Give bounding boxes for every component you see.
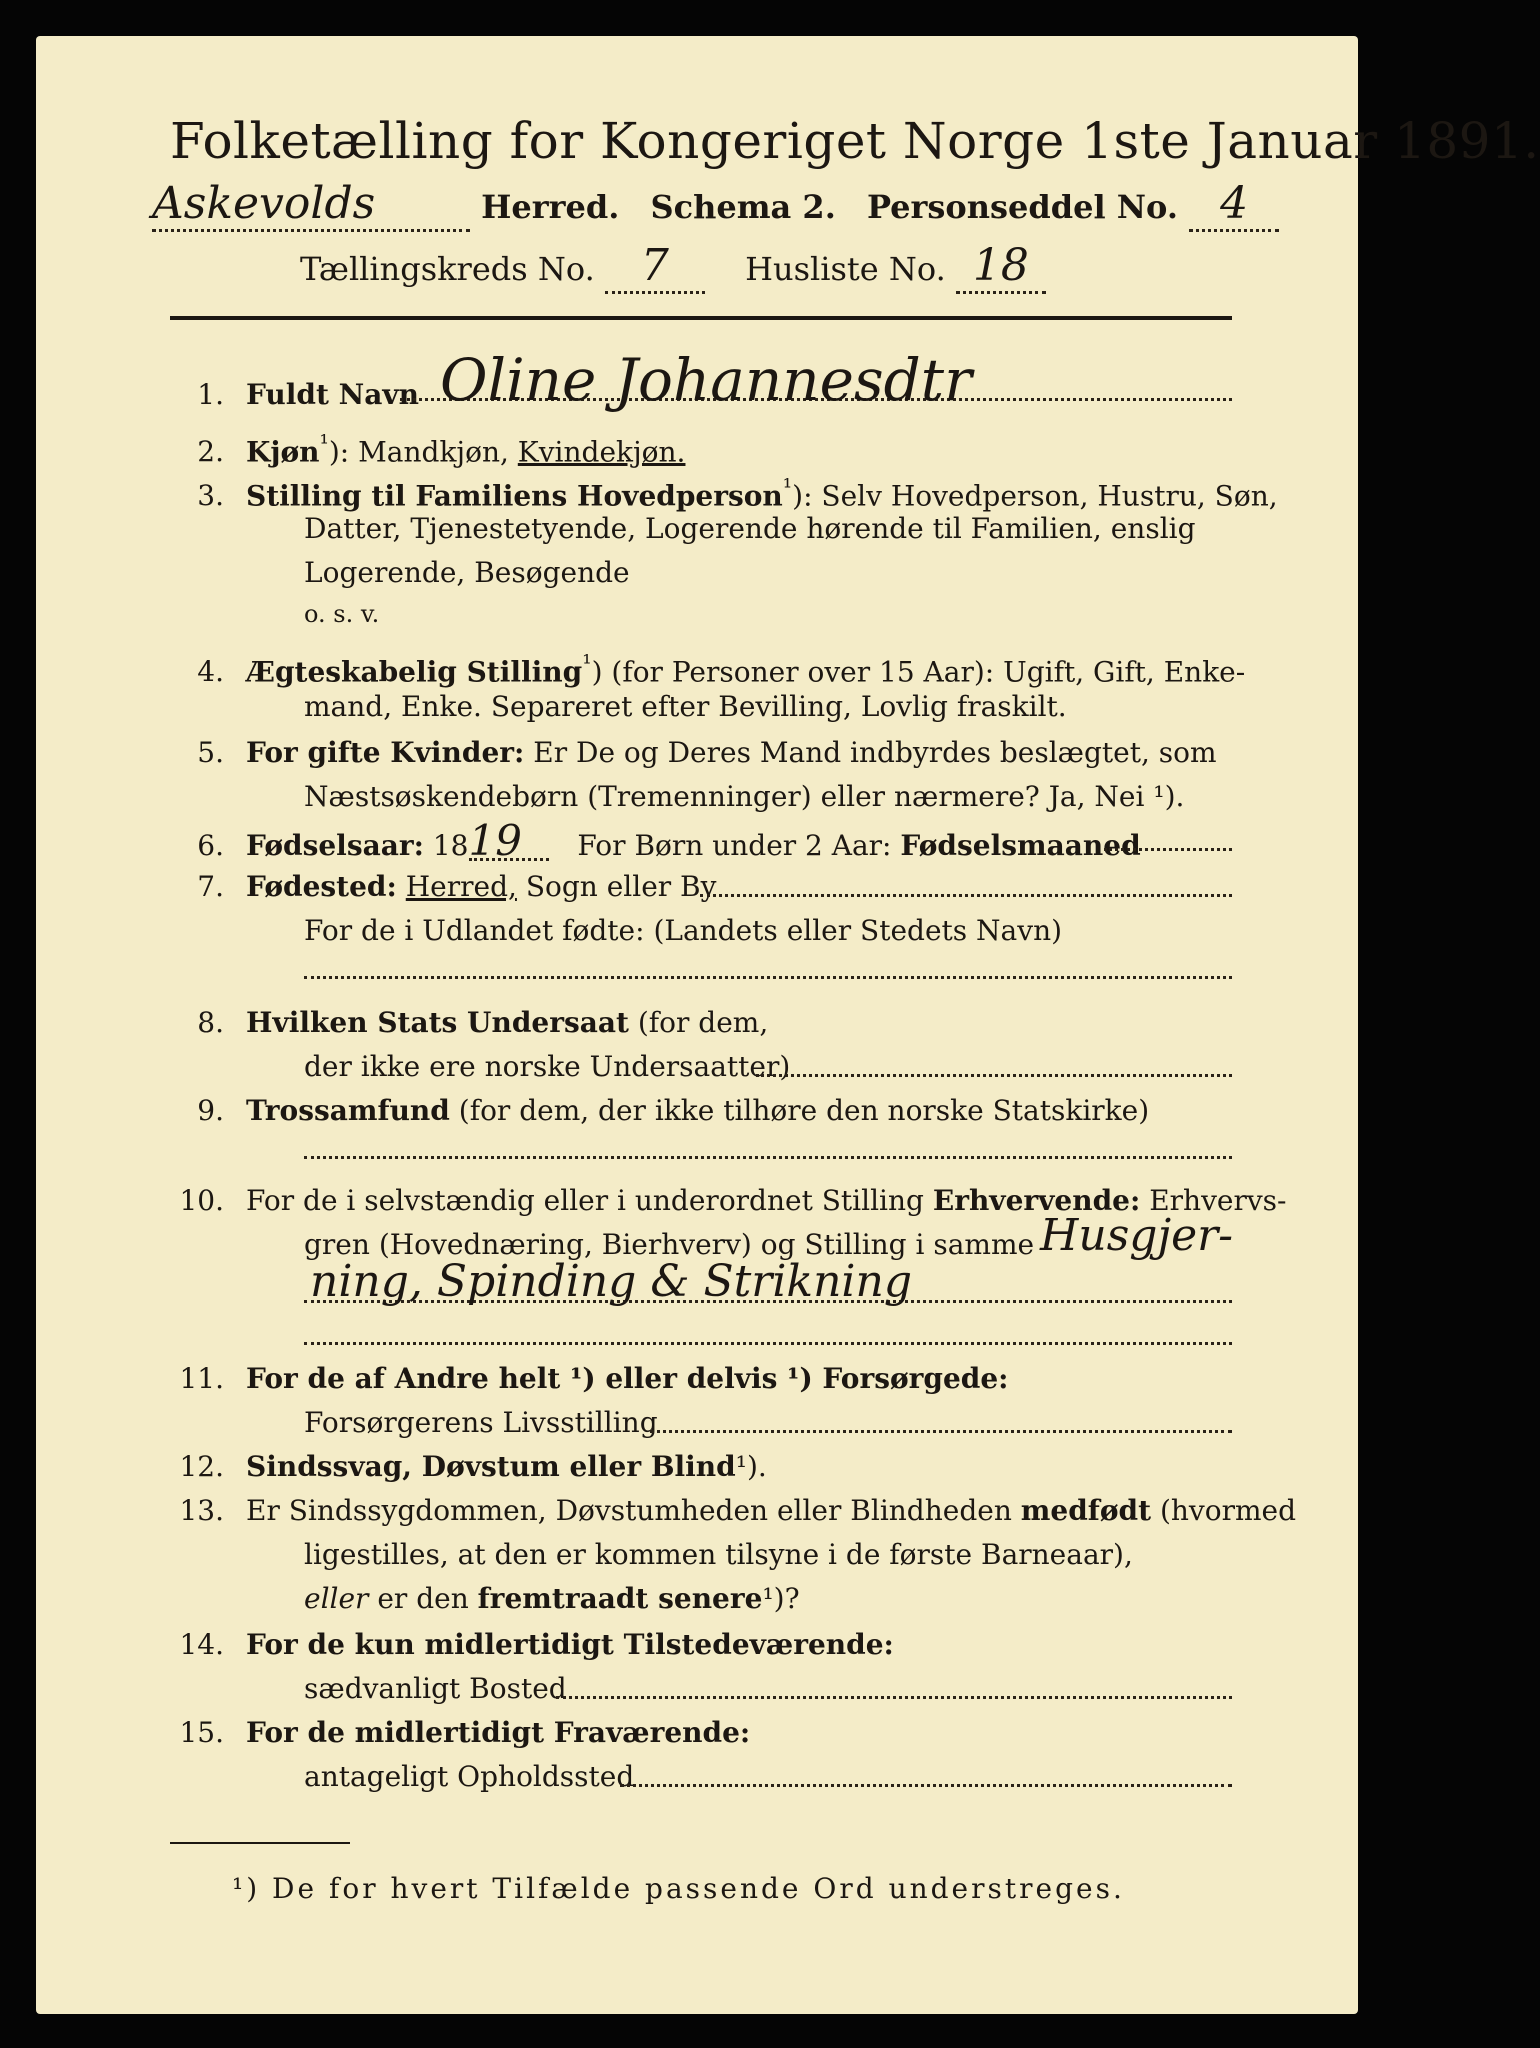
husliste-label: Husliste No. (745, 250, 946, 288)
kreds-value: 7 (605, 240, 705, 294)
item-7 (160, 870, 716, 904)
item-text: ) (for Personer over 15 Aar): Ugift, Gift, Enke- (591, 655, 1246, 689)
underlined-kvindekjon: Kvindekjøn. (517, 435, 686, 469)
item-number: 10. (179, 1184, 224, 1217)
item-label: For de midlertidigt Fraværende: (246, 1716, 751, 1749)
item-3-line-2: Datter, Tjenestetyende, Logerende hørende til Familien, enslig (304, 512, 1196, 545)
item-label: Trossamfund (246, 1094, 450, 1127)
item-label: Erhvervende: (932, 1184, 1141, 1217)
item-number: 3. (197, 479, 224, 513)
item-4-line-2: mand, Enke. Separeret efter Bevilling, Lovlig fraskilt. (304, 690, 1067, 723)
item-5 (160, 736, 1217, 770)
occupation-value-2: ning, Spinding & Strikning (310, 1256, 912, 1307)
item-label: Hvilken Stats Undersaat (246, 1006, 629, 1039)
birth-year-value: 19 (469, 824, 549, 861)
religion-fill-line (304, 1156, 1232, 1159)
occupation-fill-line-2 (304, 1342, 1232, 1345)
item-text: Sogn eller By (525, 870, 717, 903)
item-text: eller (304, 1582, 369, 1615)
item-number: 7. (197, 870, 224, 903)
item-text: (for dem, (637, 1006, 769, 1039)
item-label: Fuldt Navn (246, 378, 420, 411)
item-9 (160, 1094, 1149, 1128)
item-number: 6. (197, 829, 224, 862)
item-text: (hvormed (1159, 1494, 1296, 1527)
herred-value: Askevolds (152, 178, 470, 232)
item-3-line-3: Logerende, Besøgende (304, 556, 630, 589)
item-text: ¹)? (762, 1582, 800, 1615)
header-divider (170, 316, 1232, 320)
personseddel-value: 4 (1189, 178, 1279, 232)
form-title: Folketælling for Kongeriget Norge 1ste Januar 1891. (170, 112, 1540, 170)
item-text: For de i selvstændig eller i underordnet Stilling (246, 1184, 924, 1217)
item-5-line-2: Næstsøskendebørn (Tremenninger) eller nærmere? Ja, Nei ¹). (304, 780, 1185, 813)
item-8-line-2: der ikke ere norske Undersaatter) (304, 1050, 791, 1083)
residence-fill-line (556, 1696, 1232, 1699)
item-text: Er De og Deres Mand indbyrdes beslægtet, som (533, 736, 1217, 769)
item-6 (160, 816, 1141, 865)
underlined-herred: Herred, (405, 870, 517, 903)
item-13 (160, 1494, 1296, 1528)
item-13-line-2: ligestilles, at den er kommen tilsyne i de første Barneaar), (304, 1538, 1133, 1571)
item-number: 14. (179, 1628, 224, 1661)
item-text: For Børn under 2 Aar: (577, 829, 892, 862)
item-number: 4. (197, 655, 224, 689)
item-14-line-2: sædvanligt Bosted (304, 1672, 567, 1705)
item-label: For gifte Kvinder: (246, 736, 525, 769)
item-number: 12. (179, 1450, 224, 1483)
full-name-value: Oline Johannesdtr (440, 346, 972, 414)
item-label: For de af Andre helt ¹) eller delvis ¹) Forsørgede: (246, 1362, 1009, 1395)
item-3-line-4: o. s. v. (304, 600, 380, 628)
item-4 (160, 646, 1245, 689)
item-15-line-2: antageligt Opholdssted (304, 1760, 635, 1793)
footnote-mark: ¹ (319, 429, 329, 457)
item-12 (160, 1450, 767, 1484)
kreds-label: Tællingskreds No. (300, 250, 595, 288)
item-label: Stilling til Familiens Hovedperson (246, 479, 783, 513)
item-10-line-2: gren (Hovednæring, Bierhverv) og Stilling i samme (304, 1228, 1035, 1261)
item-number: 15. (179, 1716, 224, 1749)
husliste-value: 18 (956, 240, 1046, 294)
item-label: For de kun midlertidigt Tilstedeværende: (246, 1628, 894, 1661)
footnote: ¹) De for hvert Tilfælde passende Ord understreges. (232, 1872, 1125, 1905)
item-number: 11. (179, 1362, 224, 1395)
item-text: Erhvervs- (1149, 1184, 1287, 1217)
item-11 (160, 1362, 1009, 1396)
whereabouts-fill-line (620, 1784, 1232, 1787)
provider-fill-line (650, 1430, 1232, 1433)
header-line-2 (300, 240, 1100, 291)
item-text: ): Mandkjøn, (328, 435, 509, 469)
item-label: Fødested: (246, 870, 397, 903)
year-prefix: 18 (432, 829, 469, 862)
item-11-line-2: Forsørgerens Livsstilling (304, 1406, 658, 1439)
item-13-line-3 (304, 1582, 800, 1615)
item-2 (160, 426, 685, 469)
item-number: 8. (197, 1006, 224, 1039)
item-14 (160, 1628, 894, 1662)
item-number: 5. (197, 736, 224, 769)
item-text: Er Sindssygdommen, Døvstumheden eller Blindheden (246, 1494, 1012, 1527)
item-number: 9. (197, 1094, 224, 1127)
item-label: fremtraadt senere (477, 1582, 763, 1615)
header-line-1 (152, 178, 1249, 229)
item-label: Fødselsmaaned (900, 829, 1141, 862)
item-text: ¹). (735, 1450, 767, 1483)
citizenship-fill-line (756, 1074, 1232, 1077)
item-label: Sindssvag, Døvstum eller Blind (246, 1450, 736, 1483)
item-8 (160, 1006, 768, 1040)
personseddel-label: Personseddel No. (866, 188, 1178, 226)
item-1 (160, 378, 419, 412)
footnote-mark: ¹ (782, 473, 793, 501)
schema-label: Schema 2. (650, 188, 836, 226)
footnote-divider (170, 1842, 350, 1844)
foreign-fill-line (304, 976, 1232, 979)
month-fill-line (1104, 848, 1232, 851)
item-label: Fødselsaar: (246, 829, 424, 862)
item-number: 2. (197, 435, 224, 469)
item-label: medfødt (1020, 1494, 1152, 1527)
item-label: Ægteskabelig Stilling (246, 655, 583, 689)
item-number: 1. (197, 378, 224, 411)
birthplace-fill-line (700, 894, 1232, 897)
item-text: (for dem, der ikke tilhøre den norske Statskirke) (458, 1094, 1150, 1127)
item-15 (160, 1716, 750, 1750)
item-text: er den (377, 1582, 469, 1615)
item-7-line-2: For de i Udlandet fødte: (Landets eller Stedets Navn) (304, 914, 1063, 947)
item-text: ): Selv Hovedperson, Hustru, Søn, (792, 479, 1278, 513)
item-label: Kjøn (246, 435, 320, 469)
herred-label: Herred. (481, 188, 620, 226)
footnote-mark: ¹ (582, 649, 592, 677)
item-3 (160, 470, 1278, 513)
occupation-value-1: Husgjer- (1040, 1210, 1234, 1261)
item-number: 13. (179, 1494, 224, 1527)
